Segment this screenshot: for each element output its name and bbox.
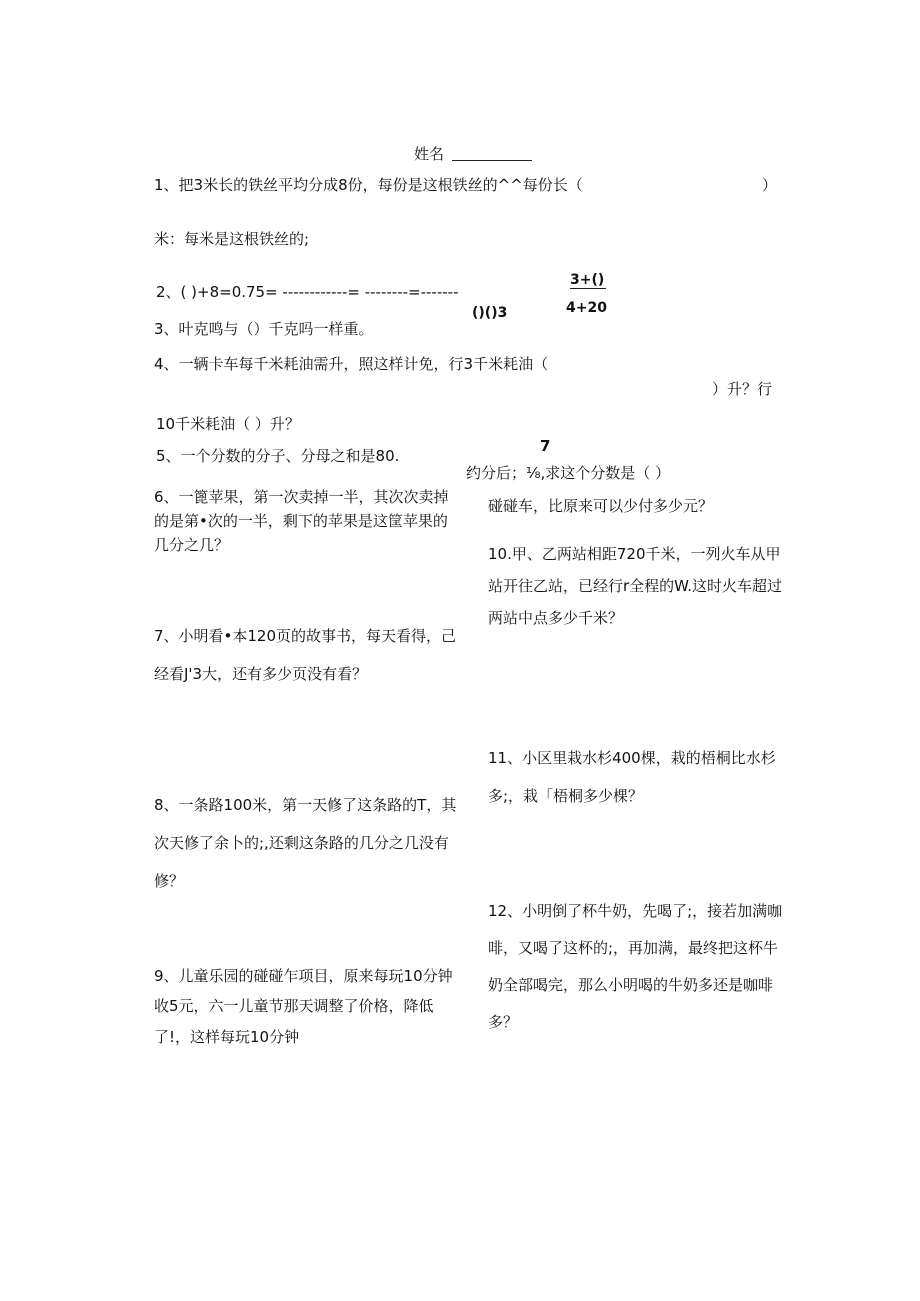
q2-sub-clip bbox=[472, 303, 512, 321]
q1-close-paren: ） bbox=[762, 176, 778, 194]
q11-line-2: 多;，栽「梧桐多少棵？ bbox=[488, 787, 644, 805]
q4-line-2: ）升？行 bbox=[712, 380, 773, 398]
q4-line-3: 10千米耗油（ ）升？ bbox=[156, 415, 300, 433]
q5-line-1: 5、一个分数的分子、分母之和是80. bbox=[156, 447, 400, 465]
q6-line-2: 的是第•次的一半，剩下的苹果是这筐苹果的 bbox=[154, 512, 448, 530]
q2-fraction-bottom-clip bbox=[566, 298, 616, 316]
q2-fraction-bottom: 4+20 bbox=[566, 300, 607, 316]
q10-line-3: 两站中点多少千米？ bbox=[488, 609, 624, 627]
q8-line-2: 次天修了余卜的;,还剩这条路的几分之几没有 bbox=[154, 834, 449, 852]
q2-fraction-top: 3+() bbox=[570, 272, 605, 288]
q3-line: 3、叶克鸣与（）千克吗一样重。 bbox=[154, 320, 374, 338]
q12-line-2: 啡，又喝了这杯的;，再加满，最终把这杯牛 bbox=[488, 939, 779, 957]
name-label: 姓名 bbox=[414, 145, 445, 163]
q12-line-4: 多？ bbox=[488, 1013, 519, 1031]
q4-line-1: 4、一辆卡车每千米耗油需升，照这样计免，行3千米耗油（ bbox=[154, 355, 549, 373]
q9-line-1: 9、儿童乐园的碰碰乍项目，原来每玩10分钟 bbox=[154, 967, 453, 985]
q7-line-2: 经看J'3大，还有多少页没有看？ bbox=[154, 665, 368, 683]
q5-seven: 7 bbox=[540, 437, 551, 455]
q9-line-3: 了!，这样每玩10分钟 bbox=[154, 1028, 300, 1046]
q1-line-2: 米：每米是这根铁丝的; bbox=[154, 230, 310, 248]
q1-line-1: 1、把3米长的铁丝平均分成8份，每份是这根铁丝的^^每份长（ bbox=[154, 176, 583, 194]
q12-line-1: 12、小明倒了杯牛奶，先喝了;，接若加满咖 bbox=[488, 902, 783, 920]
q5-line-2: 约分后；⅛,求这个分数是（ ） bbox=[466, 464, 671, 482]
q2-fraction-bar bbox=[570, 288, 606, 289]
q8-line-3: 修？ bbox=[154, 872, 185, 890]
q12-line-3: 奶全部喝完，那么小明喝的牛奶多还是咖啡 bbox=[488, 976, 774, 994]
q7-line-1: 7、小明看•本120页的故事书，每天看得，己 bbox=[154, 627, 457, 645]
q9-line-2: 收5元，六一儿童节那天调整了价格，降低 bbox=[154, 997, 434, 1015]
q8-line-1: 8、一条路100米，第一天修了这条路的T，其 bbox=[154, 796, 457, 814]
q2-sub: ()()3 bbox=[472, 305, 508, 321]
name-blank-line bbox=[452, 160, 532, 161]
q2-line: 2、( )+8=0.75= ------------= --------=------- bbox=[156, 283, 459, 301]
q10-line-2: 站开往乙站，已经行r全程的W.这时火车超过 bbox=[488, 577, 783, 595]
q11-line-1: 11、小区里栽水杉400棵，栽的梧桐比水杉 bbox=[488, 749, 776, 767]
q6-line-1: 6、一篦苹果，第一次卖掉一半，其次次卖掉 bbox=[154, 488, 449, 506]
q10-line-1: 10.甲、乙两站相距720千米，一列火车从甲 bbox=[488, 545, 781, 563]
q6-line-3: 几分之几？ bbox=[154, 536, 230, 554]
q9-continuation: 碰碰车，比原来可以少付多少元？ bbox=[488, 497, 714, 515]
